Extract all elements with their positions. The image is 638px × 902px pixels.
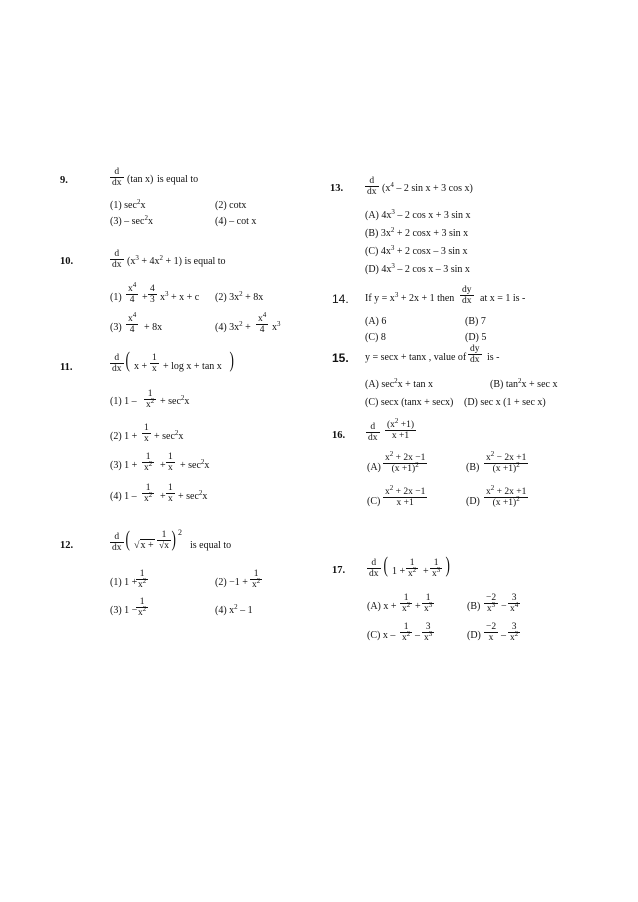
option-d-fraction-b: $\frac{3}{x^2}$: [510, 622, 519, 643]
option-4-fraction-a: $\frac{1}{x^2}$: [144, 483, 153, 504]
dy-dx: $\frac{dy}{dx}$: [462, 285, 472, 306]
option-3-label: (3): [110, 322, 122, 333]
left-paren: (: [125, 526, 130, 551]
right-paren: ): [171, 526, 176, 551]
question-text: If $y = x^3 + 2x + 1$ then: [365, 291, 455, 304]
option-b: (B) 7: [465, 316, 486, 327]
minus-sign: −: [501, 601, 507, 612]
option-1-rest: + $\sec^2x$: [160, 394, 190, 407]
derivative-operator: $\frac{d}{dx}$: [112, 353, 122, 374]
question-number: 12.: [60, 540, 74, 551]
question-tail: at x = 1 is -: [480, 293, 526, 304]
option-d: (D) sec x (1 + sec x): [464, 397, 546, 408]
option-3-fraction: $\frac{1}{x^2}$: [138, 597, 147, 618]
option-3-fraction-a: $\frac{1}{x^2}$: [144, 452, 153, 473]
option-4-label: (4) $3x^2$ +: [215, 320, 251, 333]
option-1-fraction: $\frac{1}{x^2}$: [146, 389, 155, 410]
expression-a: 1 +: [392, 566, 406, 577]
option-3-fraction-b: $\frac{1}{x}$: [168, 452, 173, 473]
expression-fraction: $\frac{(x^2 +1)}{x +1}$: [387, 417, 415, 441]
expression-fraction: $\frac{1}{x}$: [152, 353, 157, 374]
question-number: 10.: [60, 256, 74, 267]
option-c-label: (C): [367, 496, 381, 507]
question-number: 17.: [332, 565, 346, 576]
right-paren: ): [445, 552, 450, 577]
option-c-fraction: $\frac{x^2 + 2x -1}{x +1}$: [385, 484, 426, 508]
minus-sign: –: [501, 630, 506, 641]
option-2-fraction: $\frac{1}{x^2}$: [252, 569, 261, 590]
question-number: 15.: [332, 351, 349, 365]
option-4-rest: $x^3$: [272, 320, 281, 333]
option-c-fraction-a: $\frac{1}{x^2}$: [402, 622, 411, 643]
option-2-label: (2) −1 +: [215, 577, 248, 588]
option-2-label: (2) 1 +: [110, 431, 138, 442]
expression-fraction: $\frac{1}{√x}$: [159, 530, 169, 551]
question-tail: is equal to: [190, 540, 232, 551]
right-paren: ): [229, 347, 234, 372]
option-c-label: (C) x –: [367, 630, 396, 641]
option-2-rest: + $\sec^2x$: [154, 429, 184, 442]
option-2-fraction: $\frac{1}{x}$: [144, 423, 149, 444]
derivative-operator: $\frac{d}{dx}$: [112, 249, 122, 270]
plus-sign: +: [160, 491, 166, 502]
question-text: y = secx + tanx , value of: [365, 352, 467, 363]
sqrt-x: √x +: [134, 540, 154, 551]
question-number: 13.: [330, 183, 344, 194]
option-b: (B) $3x^2 + 2$ cosx + 3 sin x: [365, 226, 469, 239]
option-a-fraction-b: $\frac{1}{x^3}$: [424, 593, 433, 614]
option-c-fraction-b: $\frac{3}{x^3}$: [424, 622, 433, 643]
option-b-fraction-b: $\frac{3}{x^4}$: [510, 593, 519, 614]
option-1-fraction-b: $\frac{4}{3}$: [150, 284, 155, 305]
option-1-rest: $x^3 + x + c$: [160, 290, 200, 303]
question-number: 16.: [332, 430, 346, 441]
option-3-rest: + 8x: [144, 322, 163, 333]
option-4-fraction: $\frac{x^4}{4}$: [258, 311, 267, 335]
option-a: (A) 6: [365, 316, 387, 327]
option-d-fraction-a: $\frac{-2}{x}$: [486, 622, 497, 643]
plus-sign: +: [142, 292, 148, 303]
option-a-fraction: $\frac{x^2 + 2x -1}{(x +1)^2}$: [385, 450, 426, 474]
expression-fraction-b: $\frac{1}{x^3}$: [432, 558, 441, 579]
plus-sign: +: [160, 460, 166, 471]
option-3: $(3) - \sec^2x$: [110, 214, 153, 227]
option-b-fraction-a: $\frac{-2}{x^3}$: [486, 593, 497, 614]
left-paren: (: [125, 347, 130, 372]
option-4: (4) – cot x: [215, 216, 257, 227]
option-3-label: (3) 1 +: [110, 460, 138, 471]
option-1-fraction: $\frac{1}{x^2}$: [138, 569, 147, 590]
option-3-rest: + $\sec^2x$: [180, 458, 210, 471]
derivative-operator: $\frac{d}{dx}$: [112, 167, 122, 188]
expression-a: x +: [134, 361, 148, 372]
option-3-label: (3) 1 −: [110, 605, 138, 616]
exponent: 2: [178, 528, 182, 537]
option-2: (2) cotx: [215, 200, 247, 211]
derivative-operator: $\frac{d}{dx}$: [112, 532, 122, 553]
option-b-label: (B): [466, 462, 480, 473]
plus-sign: +: [415, 601, 421, 612]
plus-sign: +: [423, 566, 429, 577]
option-d-label: (D): [466, 496, 480, 507]
option-4: (4) $x^2 - 1$: [215, 603, 253, 616]
question-number: 11.: [60, 362, 73, 373]
option-1-label: (1): [110, 292, 122, 303]
option-1-label: (1) 1 –: [110, 396, 137, 407]
option-a-fraction-a: $\frac{1}{x^2}$: [402, 593, 411, 614]
minus-sign: –: [415, 630, 420, 641]
option-b-fraction: $\frac{x^2 - 2x +1}{(x +1)^2}$: [486, 450, 527, 474]
option-2: (2) $3x^2 + 8x$: [215, 290, 264, 303]
expression-fraction-a: $\frac{1}{x^2}$: [408, 558, 417, 579]
expression: (tan x): [127, 174, 154, 185]
left-paren: (: [383, 552, 388, 577]
option-d-fraction: $\frac{x^2 + 2x +1}{(x +1)^2}$: [486, 484, 527, 508]
question-tail: is -: [487, 352, 500, 363]
derivative-operator: $\frac{d}{dx}$: [369, 558, 379, 579]
option-c: (C) secx (tanx + secx): [365, 397, 454, 408]
option-a: (A) $4x^3 - 2$ cos x + 3 sin x: [365, 208, 471, 221]
question-number: 9.: [60, 175, 68, 186]
option-d: (D) 5: [465, 332, 487, 343]
derivative-operator: $\frac{d}{dx}$: [367, 176, 377, 197]
question-number: 14.: [332, 292, 349, 306]
option-c: (C) $4x^3 + 2$ cosx – 3 sin x: [365, 244, 468, 257]
option-a-label: (A): [367, 462, 381, 473]
expression-b: + log x + tan x: [163, 361, 222, 372]
option-b: (B) $\tan^2x + \sec x$: [490, 377, 558, 390]
option-4-rest: + $\sec^2x$: [178, 489, 208, 502]
option-d-label: (D): [467, 630, 481, 641]
option-a-label: (A) x +: [367, 601, 397, 612]
dy-dx: $\frac{dy}{dx}$: [470, 344, 480, 365]
derivative-operator: $\frac{d}{dx}$: [368, 422, 378, 443]
option-1-label: (1) 1 +: [110, 577, 138, 588]
option-c: (C) 8: [365, 332, 386, 343]
option-1-fraction-a: $\frac{x^4}{4}$: [128, 281, 137, 305]
expression: ($x^4 - 2$ sin x + 3 cos x): [382, 181, 473, 194]
expression: $(x^3 + 4x^2 + 1)$ is equal to: [127, 254, 226, 267]
option-1: (1) $\sec^2x$: [110, 198, 146, 211]
option-3-fraction: $\frac{x^4}{4}$: [128, 311, 137, 335]
question-tail: is equal to: [157, 174, 199, 185]
option-d: (D) $4x^3 - 2$ cos x – 3 sin x: [365, 262, 470, 275]
option-a: (A) $\sec^2x + \tan x$: [365, 377, 434, 390]
option-b-label: (B): [467, 601, 481, 612]
option-4-label: (4) 1 –: [110, 491, 137, 502]
option-4-fraction-b: $\frac{1}{x}$: [168, 483, 173, 504]
